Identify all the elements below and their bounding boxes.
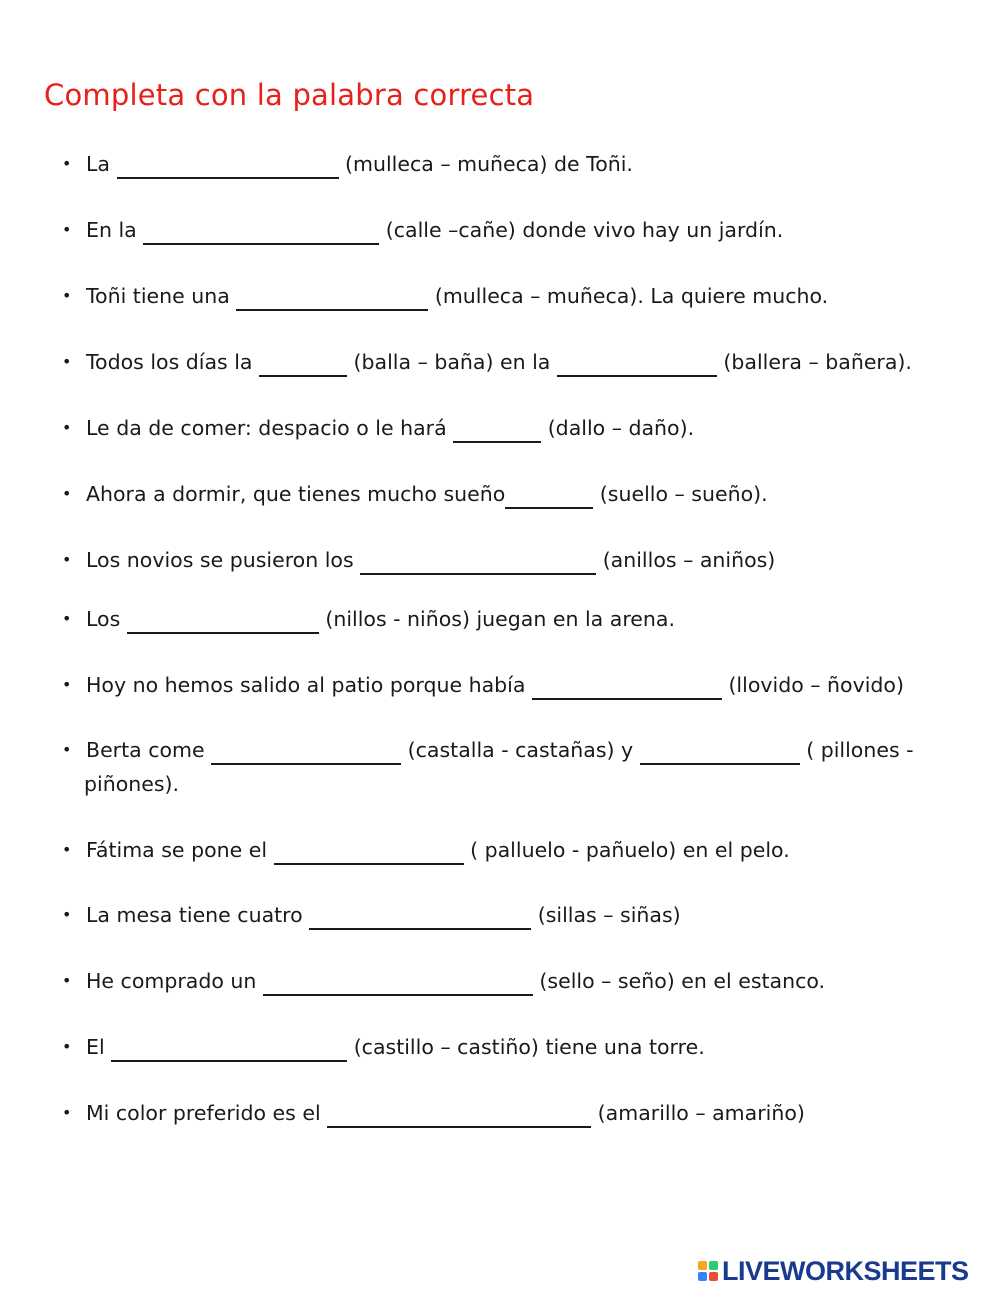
- sentence-continuation: piñones).: [84, 772, 180, 796]
- answer-blank[interactable]: [211, 739, 401, 765]
- answer-blank[interactable]: [274, 839, 464, 865]
- sentence-text: (sello – seño) en el estanco.: [532, 969, 826, 993]
- sentence-text: Berta come: [86, 738, 212, 762]
- brand-name: LIVEWORKSHEETS: [722, 1255, 969, 1286]
- sentence-11: [62, 833, 972, 867]
- bullet: •: [62, 971, 72, 990]
- sentence-text: Ahora a dormir, que tienes mucho sueño: [86, 482, 506, 506]
- bullet: •: [62, 352, 72, 371]
- answer-blank[interactable]: [259, 351, 347, 377]
- sentence-text: Le da de comer: despacio o le hará: [86, 416, 454, 440]
- answer-input[interactable]: [259, 358, 347, 382]
- answer-blank[interactable]: [327, 1102, 591, 1128]
- bullet: •: [62, 154, 72, 173]
- answer-blank[interactable]: [309, 904, 531, 930]
- answer-input[interactable]: [263, 977, 533, 1001]
- sentence-1: [62, 147, 972, 181]
- answer-input[interactable]: [532, 681, 722, 705]
- bullet: •: [62, 740, 72, 759]
- sentence-text: Todos los días la: [86, 350, 260, 374]
- sentence-12: [62, 898, 972, 932]
- bullet: •: [62, 286, 72, 305]
- sentence-text: (nillos - niños) juegan en la arena.: [318, 607, 675, 631]
- answer-blank[interactable]: [505, 483, 593, 509]
- sentence-text: ( palluelo - pañuelo) en el pelo.: [463, 838, 790, 862]
- sentence-14: [62, 1030, 972, 1064]
- answer-input[interactable]: [640, 746, 800, 770]
- liveworksheets-logo-icon: [698, 1261, 718, 1281]
- answer-blank[interactable]: [143, 219, 379, 245]
- logo-square: [698, 1261, 707, 1270]
- sentence-text: (suello – sueño).: [593, 482, 768, 506]
- liveworksheets-brand[interactable]: [698, 1256, 969, 1286]
- sentence-text: Los novios se pusieron los: [86, 548, 361, 572]
- sentence-13: [62, 964, 972, 998]
- answer-blank[interactable]: [640, 739, 800, 765]
- sentence-text: La: [86, 152, 117, 176]
- sentence-text: Toñi tiene una: [86, 284, 237, 308]
- sentence-text: En la: [86, 218, 144, 242]
- sentence-15: [62, 1096, 972, 1130]
- logo-square: [698, 1272, 707, 1281]
- bullet: •: [62, 840, 72, 859]
- sentence-text: El: [86, 1035, 112, 1059]
- bullet: •: [62, 1103, 72, 1122]
- answer-blank[interactable]: [236, 285, 428, 311]
- sentence-text: (llovido – ñovido): [721, 673, 904, 697]
- answer-input[interactable]: [453, 424, 541, 448]
- sentence-text: (mulleca – muñeca). La quiere mucho.: [428, 284, 829, 308]
- answer-input[interactable]: [236, 292, 428, 316]
- sentence-text: (castalla - castañas) y: [401, 738, 640, 762]
- sentence-9: [62, 668, 972, 702]
- answer-blank[interactable]: [111, 1036, 347, 1062]
- sentence-10: [62, 733, 972, 801]
- bullet: •: [62, 550, 72, 569]
- sentence-7: [62, 543, 972, 577]
- answer-blank[interactable]: [360, 549, 596, 575]
- sentence-text: La mesa tiene cuatro: [86, 903, 310, 927]
- sentence-text: (amarillo – amariño): [591, 1101, 805, 1125]
- sentence-text: ( pillones -: [799, 738, 914, 762]
- sentence-text: He comprado un: [86, 969, 263, 993]
- bullet: •: [62, 1037, 72, 1056]
- answer-blank[interactable]: [117, 153, 339, 179]
- logo-square: [709, 1261, 718, 1270]
- sentence-text: (mulleca – muñeca) de Toñi.: [338, 152, 633, 176]
- answer-blank[interactable]: [532, 674, 722, 700]
- answer-input[interactable]: [211, 746, 401, 770]
- sentence-2: [62, 213, 972, 247]
- answer-blank[interactable]: [557, 351, 717, 377]
- sentence-8: [62, 602, 972, 636]
- worksheet-title: Completa con la palabra correcta: [44, 78, 535, 112]
- sentence-text: Los: [86, 607, 127, 631]
- sentence-text: Mi color preferido es el: [86, 1101, 328, 1125]
- sentence-6: [62, 477, 972, 511]
- logo-square: [709, 1272, 718, 1281]
- answer-input[interactable]: [111, 1043, 347, 1067]
- bullet: •: [62, 418, 72, 437]
- sentence-4: [62, 345, 972, 379]
- sentence-text: (dallo – daño).: [541, 416, 695, 440]
- sentence-text: (anillos – aniños): [596, 548, 776, 572]
- sentence-text: (ballera – bañera).: [716, 350, 912, 374]
- answer-input[interactable]: [360, 556, 596, 580]
- sentence-text: Fátima se pone el: [86, 838, 274, 862]
- bullet: •: [62, 905, 72, 924]
- answer-input[interactable]: [117, 160, 339, 184]
- answer-input[interactable]: [557, 358, 717, 382]
- sentence-text: (balla – baña) en la: [347, 350, 557, 374]
- sentence-3: [62, 279, 972, 313]
- bullet: •: [62, 675, 72, 694]
- bullet: •: [62, 220, 72, 239]
- answer-input[interactable]: [327, 1109, 591, 1133]
- answer-input[interactable]: [127, 615, 319, 639]
- sentence-text: (calle –cañe) donde vivo hay un jardín.: [379, 218, 784, 242]
- bullet: •: [62, 609, 72, 628]
- sentence-text: (sillas – siñas): [531, 903, 681, 927]
- bullet: •: [62, 484, 72, 503]
- answer-input[interactable]: [505, 490, 593, 514]
- answer-blank[interactable]: [453, 417, 541, 443]
- sentence-text: Hoy no hemos salido al patio porque había: [86, 673, 532, 697]
- answer-input[interactable]: [274, 846, 464, 870]
- answer-blank[interactable]: [263, 970, 533, 996]
- sentence-5: [62, 411, 972, 445]
- answer-blank[interactable]: [127, 608, 319, 634]
- answer-input[interactable]: [143, 226, 379, 250]
- sentence-text: (castillo – castiño) tiene una torre.: [347, 1035, 705, 1059]
- answer-input[interactable]: [309, 911, 531, 935]
